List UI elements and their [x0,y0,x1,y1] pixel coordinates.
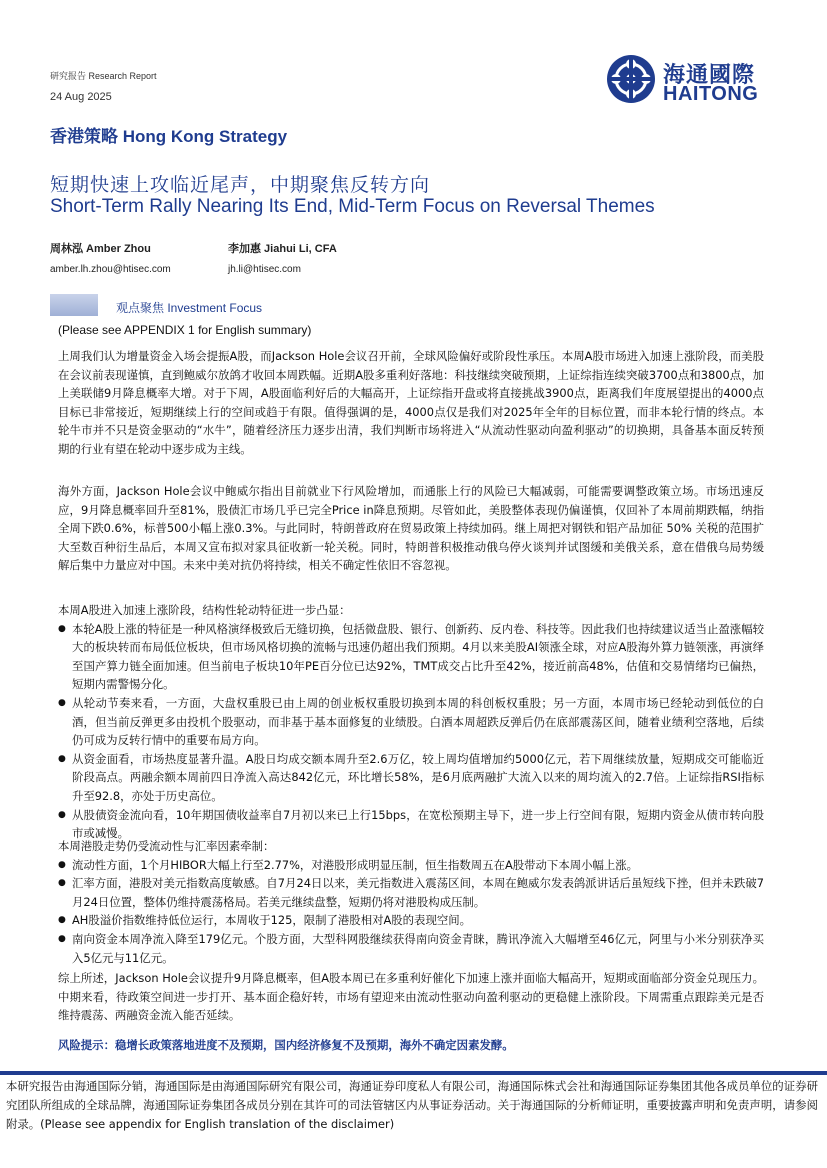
haitong-emblem-icon [606,54,656,104]
logo-chinese-name: 海通國際 [663,63,756,88]
logo-english-name: HAITONG [663,83,759,105]
footer-divider [0,1071,827,1075]
paragraph-text: 上周我们认为增量资金入场会提振A股，而Jackson Hole会议召开前，全球风险偏好或阶段性承压。本周A股市场进入加速上涨阶段，而美股在会议前表现谨慎，直到鲍威尔放鸽才收回本周跌幅。近期A股多重利好落地：科技继续突破预期，上证综指连续突破3700点和3800点，加上美联储9月降息概率大增。对于下周，A股面临利好后的大幅高开，上证综指开盘或将直接挑战3900点，距离我们年度展望提出的4000点目标已非常接近，短期继续上行的空间或趋于有限。值得强调的是，4000点仅是我们对2025年全年的目标位置，而非本轮行情的终点。本轮牛市并不只是资金驱动的“水牛”，随着经济压力逐步出清，我们判断市场将进入“从流动性驱动向盈利驱动”的切换期，具备基本面反转预期的行业有望在轮动中逐步成为主线。 [58,349,764,456]
focus-heading: 观点聚焦 Investment Focus [116,301,263,315]
report-type: 研究报告 Research Report [50,71,157,81]
section-intro: 本周港股走势仍受流动性与汇率因素牵制： [58,839,275,853]
a-share-section [58,601,764,843]
paragraph-text: 海外方面，Jackson Hole会议中鲍威尔指出目前就业下行风险增加，而通胀上行的风险已大幅减弱，可能需要调整政策立场。市场迅速反应，9月降息概率回升至81%，股债汇市场几乎已完全Price in降息预期。尽管如此，美股整体表现仍偏谨慎，仅回补了本周前期跌幅，纳指全周下跌0.6%，标普500小幅上涨0.3%。与此同时，特朗普政府在贸易政策上持续加码。继上周把对钢铁和铝产品加征 50% 关税的范围扩大至数百种衍生品后，本周又宣布拟对家具征收新一轮关税。同时，特朗普积极推动俄乌停火谈判并试图缓和美俄关系，意在借俄乌局势缓解后集中力量应对中国。未来中美对抗仍将持续，相关不确定性依旧不容忽视。 [58,484,764,573]
hk-share-section [58,837,764,967]
report-title-english: Short-Term Rally Nearing Its End, Mid-Term Focus on Reversal Themes [50,196,655,217]
list-item: ● 本轮A股上涨的特征是一种风格演绎极致后无缝切换，包括微盘股、银行、创新药、反内卷、科技等。因此我们也持续建议适当止盈涨幅较大的板块转而布局低位板块，但市场风格切换的流畅与迅速仍超出我们预期。4月以来美股AI领涨全球，对应A股海外算力链领涨，再演绎至国产算力链全面加速。但当前电子板块10年PE百分位已达92%，TMT成交占比升至42%，接近前高48%，估值和交易情绪均已偏热，短期内需警惕分化。 [58,620,764,694]
section-intro: 本周A股进入加速上涨阶段，结构性轮动特征进一步凸显： [58,603,351,617]
list-item: ● 汇率方面，港股对美元指数高度敏感。自7月24日以来，美元指数进入震荡区间，本周在鲍威尔发表鸽派讲话后虽短线下挫，但并未跌破7月24日位置，整体仍维持震荡格局。若美元继续盘整，短期仍将对港股构成压制。 [58,874,764,911]
list-item: ● AH股溢价指数维持低位运行，本周收于125，限制了港股相对A股的表现空间。 [58,911,764,930]
section-title: 香港策略 Hong Kong Strategy [50,127,288,146]
focus-accent-bar [50,294,98,316]
paragraph-text: 综上所述，Jackson Hole会议提升9月降息概率，但A股本周已在多重利好催化下加速上涨并面临大幅高开，短期或面临部分资金兑现压力。中期来看，待政策空间进一步打开、基本面企稳好转，市场有望迎来由流动性驱动向盈利驱动的更稳健上涨阶段。下周需重点跟踪美元是否维持震荡、两融资金流入能否延续。 [58,971,764,1023]
report-date: 24 Aug 2025 [50,91,112,103]
author-name: 李加惠 Jiahui Li, CFA [228,243,337,255]
risk-warning: 风险提示：稳增长政策落地进度不及预期，国内经济修复不及预期，海外不确定因素发酵。 [58,1038,514,1052]
report-title-chinese: 短期快速上攻临近尾声，中期聚焦反转方向 [50,174,431,196]
haitong-logo [606,54,776,106]
author-name: 周林泓 Amber Zhou [50,243,151,255]
author-email-link[interactable]: jh.li@htisec.com [228,264,301,275]
body-paragraph [58,347,764,459]
appendix-note: (Please see APPENDIX 1 for English summary) [58,323,312,337]
list-item: ● 从资金面看，市场热度显著升温。A股日均成交额本周升至2.6万亿，较上周均值增加约5000亿元，若下周继续放量，短期成交可能临近阶段高点。两融余额本周前四日净流入高达842亿元，环比增长58%，是6月底两融扩大流入以来的周均流入的2.7倍。上证综指RSI指标升至92.8，亦处于历史高位。 [58,750,764,806]
author-email-link[interactable]: amber.lh.zhou@htisec.com [50,264,171,275]
list-item: ● 南向资金本周净流入降至179亿元。个股方面，大型科网股继续获得南向资金青睐，腾讯净流入大幅增至46亿元，阿里与小米分别获净买入5亿元与11亿元。 [58,930,764,967]
footer-disclaimer: 本研究报告由海通国际分销，海通国际是由海通国际研究有限公司，海通证券印度私人有限公司，海通国际株式会社和海通国际证券集团其他各成员单位的证券研究团队所组成的全球品牌，海通国际证券集团各成员分别在其许可的司法管辖区内从事证券活动。关于海通国际的分析师证明，重要披露声明和免责声明，请参阅附录。(Please see appendix for English translation of the disclaimer) [6,1079,818,1131]
body-paragraph [58,482,764,575]
list-item: ● 流动性方面，1个月HIBOR大幅上行至2.77%，对港股形成明显压制，恒生指数周五在A股带动下本周小幅上涨。 [58,856,764,875]
list-item: ● 从轮动节奏来看，一方面，大盘权重股已由上周的创业板权重股切换到本周的科创板权重股；另一方面，本周市场已经轮动到低位的白酒，但当前反弹更多由投机个股驱动，而非基于基本面修复的业绩股。白酒本周超跌反弹后仍在底部震荡区间，随着业绩利空落地，后续仍可成为反转行情中的重要布局方向。 [58,694,764,750]
list-item: ● 从股债资金流向看，10年期国债收益率自7月初以来已上行15bps，在宽松预期主导下，进一步上行空间有限，短期内资金从债市转向股市或减慢。 [58,806,764,843]
body-paragraph [58,969,764,1025]
